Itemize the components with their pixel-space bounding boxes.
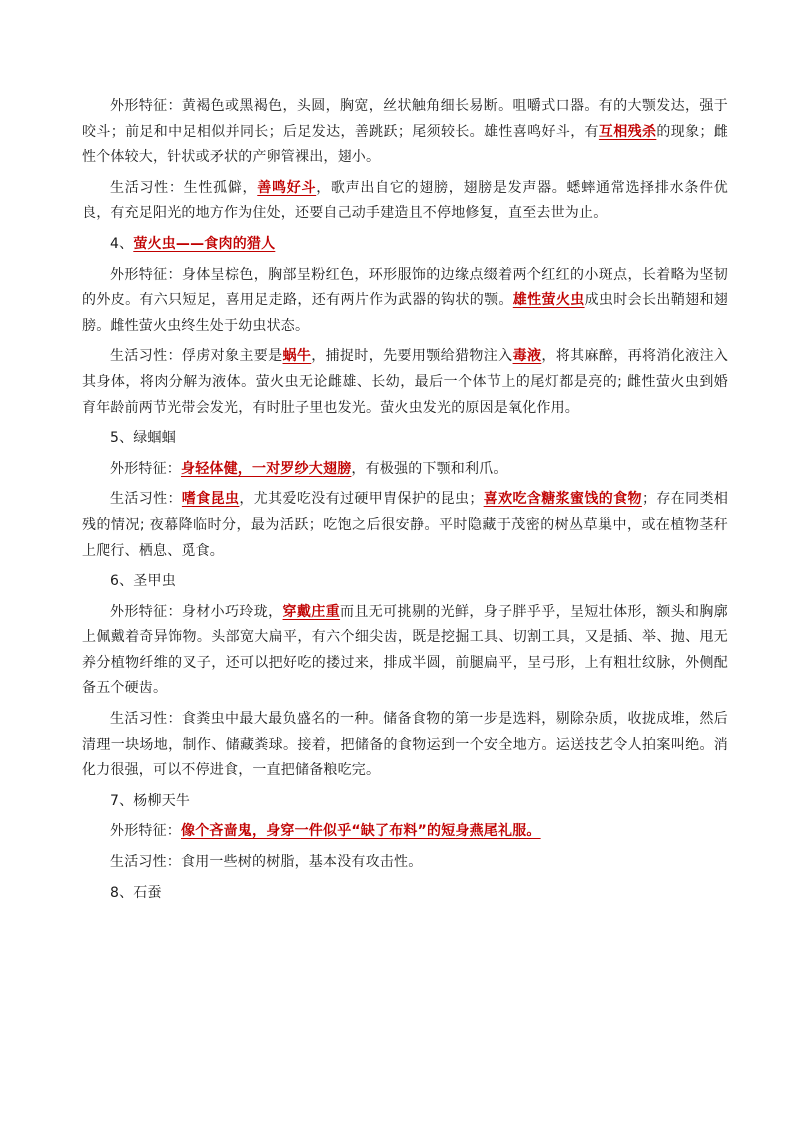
section-heading-firefly	[82, 232, 728, 258]
highlighted-phrase: 穿戴庄重	[282, 603, 341, 620]
scarab-habits-paragraph	[82, 707, 728, 784]
highlighted-phrase: 身轻体健，一对罗纱大翅膀	[181, 460, 352, 477]
text-run: ，捕捉时，先要用颚给猎物注入	[311, 348, 513, 365]
longhorn-habits-paragraph	[82, 850, 728, 876]
appearance-label: 外形特征：	[110, 460, 181, 477]
section-heading-scarab: 6、圣甲虫	[110, 573, 176, 590]
text-run: ，将其麻醉，再将消化液注入其身体，将肉分解为液体。萤火虫无论雌雄、长幼，最后一个体节上的尾灯都是亮的; 雌性萤火虫到婚育年龄前两节光带会发光，有时肚子里也发光。萤火虫发光的原因是氧化作用。	[82, 348, 729, 416]
highlighted-heading: 萤火虫——食肉的猎人	[133, 235, 276, 252]
habits-label: 生活习性：	[110, 348, 182, 365]
text-run: ，尤其爱吃没有过硬甲胄保护的昆虫；	[239, 491, 484, 508]
highlighted-phrase: 互相残杀	[598, 123, 657, 140]
section-heading-caddisfly: 8、石蚕	[110, 884, 162, 901]
text-run: 而且无可挑剔的光鲜，身子胖乎乎，呈短壮体形，额头和胸廓上佩戴着奇异饰物。头部宽大扁平，有六个细尖齿，既是挖掘工具、切割工具，又是插、举、抛、甩无养分植物纤维的叉子，还可以把好吃的搂过来，排成半圆，前腿扁平，呈弓形，上有粗壮纹脉，外侧配备五个硬齿。	[82, 603, 729, 697]
habits-label: 生活习性：	[110, 711, 182, 728]
section-heading-katydid: 5、绿蝈蝈	[110, 430, 176, 447]
text-run: 身体呈棕色，胸部呈粉红色，环形服饰的边缘点缀着两个红红的小斑点，长着略为坚韧的外皮。有六只短足，喜用足走路，还有两片作为武器的钩状的颚。	[82, 266, 728, 309]
text-run: 俘虏对象主要是	[181, 348, 283, 365]
firefly-appearance-paragraph	[82, 263, 728, 340]
highlighted-phrase: 善鸣好斗	[257, 179, 317, 196]
highlighted-phrase: 喜欢吃含糖浆蜜饯的食物	[483, 491, 642, 508]
scarab-appearance-paragraph	[82, 600, 728, 702]
appearance-label: 外形特征：	[110, 98, 182, 114]
text-run: 身材小巧玲珑，	[181, 603, 283, 620]
habits-label: 生活习性：	[110, 179, 184, 196]
section-number: 4、	[110, 235, 134, 252]
highlighted-phrase: 嗜食昆虫	[181, 491, 240, 508]
highlighted-phrase: 蜗牛	[282, 348, 312, 365]
katydid-appearance-paragraph	[82, 457, 728, 483]
text-run: ；存在同类相残的情况; 夜幕降临时分，最为活跃；吃饱之后很安静。平时隐藏于茂密的树丛草巢中，或在植物茎秆上爬行、栖息、觅食。	[82, 491, 729, 559]
document-body	[82, 94, 728, 906]
habits-label: 生活习性：	[110, 491, 182, 508]
text-run: 成虫时会长出鞘翅和翅膀。雌性萤火虫终生处于幼虫状态。	[82, 292, 729, 334]
text-run: 食用一些树的树脂，基本没有攻击性。	[181, 854, 423, 871]
cricket-habits-paragraph	[82, 176, 728, 227]
text-run: 黄褐色或黑褐色，头圆，胸宽，丝状触角细长易断。咀嚼式口器。有的大颚发达，强于咬斗；前足和中足相似并同长；后足发达，善跳跃；尾须较长。雄性喜鸣好斗，有	[82, 98, 728, 140]
text-run: 的现象；雌性个体较大，针状或矛状的产卵管裸出，翅小。	[82, 123, 728, 166]
text-run: ，有极强的下颚和利爪。	[351, 460, 508, 477]
cricket-appearance-paragraph	[82, 94, 728, 171]
highlighted-phrase: 像个吝啬鬼，身穿一件似乎“缺了布料”的短身燕尾礼服。	[181, 823, 541, 840]
appearance-label: 外形特征：	[110, 266, 182, 283]
firefly-habits-paragraph	[82, 344, 728, 421]
habits-label: 生活习性：	[110, 854, 181, 871]
highlighted-phrase: 毒液	[512, 348, 542, 365]
text-run: 食粪虫中最大最负盛名的一种。储备食物的第一步是选料，剔除杂质，收拢成堆，然后清理一块场地，制作、储藏粪球。接着，把储备的食物运到一个安全地方。运送技艺令人拍案叫绝。消化力很强，可以不停进食，一直把储备粮吃完。	[82, 711, 728, 779]
appearance-label: 外形特征：	[110, 603, 182, 620]
text-run: 生性孤僻，	[183, 179, 258, 196]
appearance-label: 外形特征：	[110, 823, 181, 840]
katydid-habits-paragraph	[82, 487, 728, 564]
section-heading-longhorn-beetle: 7、杨柳天牛	[110, 792, 191, 809]
highlighted-phrase: 雄性萤火虫	[512, 292, 585, 309]
text-run: ，歌声出自它的翅膀，翅膀是发声器。蟋蟀通常选择排水条件优良，有充足阳光的地方作为住处，还要自己动手建造且不停地修复，直至去世为止。	[82, 179, 728, 222]
longhorn-appearance-paragraph	[82, 819, 728, 845]
